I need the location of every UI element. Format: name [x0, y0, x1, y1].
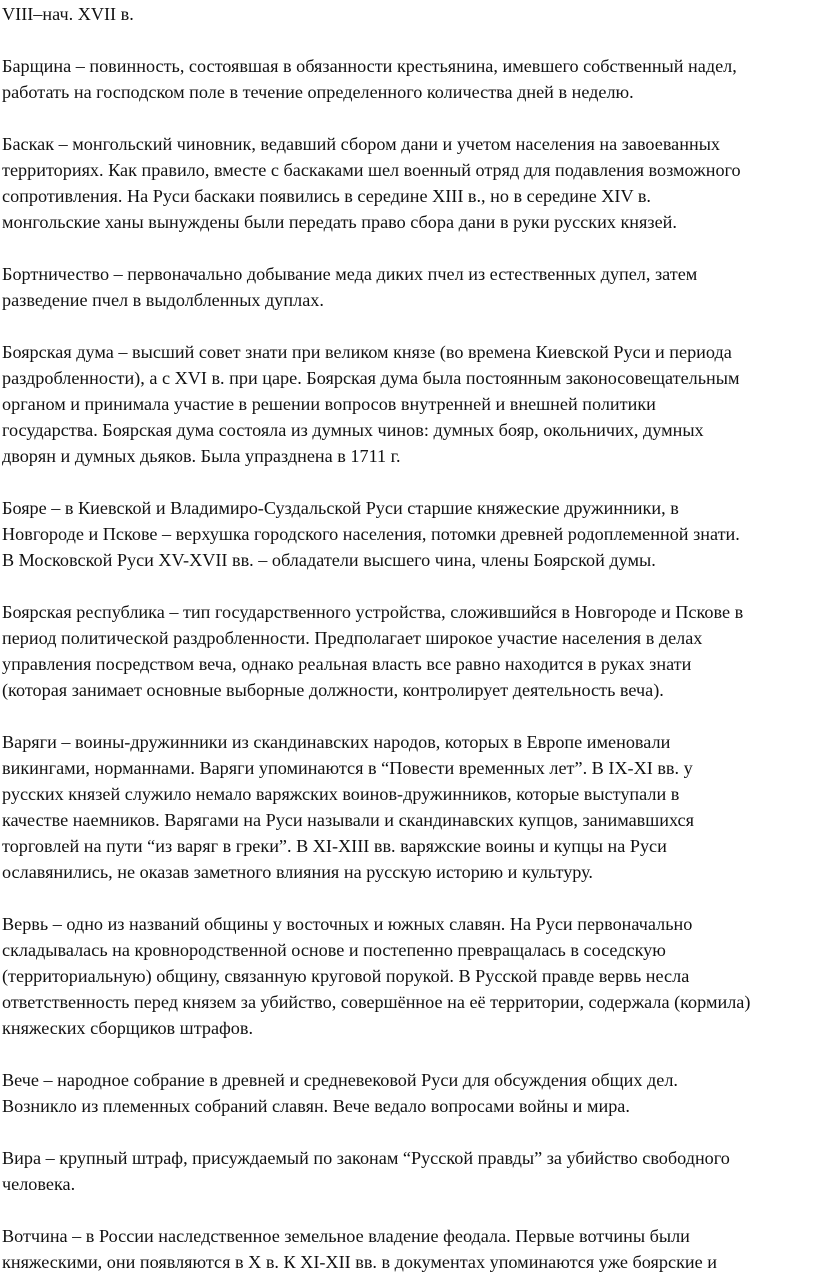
text-line: Вотчина – в России наследственное земельное владение феодала. Первые вотчины были — [2, 1226, 690, 1246]
text-line: Боярская дума – высший совет знати при великом князе (во времена Киевской Руси и периода — [2, 342, 732, 362]
entry-barshchina — [2, 53, 816, 105]
text-line: Варяги – воины-дружинники из скандинавских народов, которых в Европе именовали — [2, 732, 671, 752]
text-line: разведение пчел в выдолбленных дуплах. — [2, 290, 324, 310]
entry-bortnichestvo — [2, 261, 816, 313]
entry-verv — [2, 911, 816, 1041]
text-line: ответственность перед князем за убийство, совершённое на её территории, содержала (кормила) — [2, 992, 751, 1012]
entry-veche — [2, 1067, 816, 1119]
text-line: сопротивления. На Руси баскаки появились в середине XIII в., но в середине XIV в. — [2, 186, 651, 206]
text-line: княжеских сборщиков штрафов. — [2, 1018, 254, 1038]
text-line: (которая занимает основные выборные должности, контролирует деятельность веча). — [2, 680, 664, 700]
header-line: VIII–нач. XVII в. — [2, 4, 134, 24]
text-line: дворян и думных дьяков. Была упразднена в 1711 г. — [2, 446, 401, 466]
entry-votchina — [2, 1223, 816, 1275]
text-line: раздробленности), а с XVI в. при царе. Боярская дума была постоянным законосовещательным — [2, 368, 740, 388]
text-line: государства. Боярская дума состояла из думных чинов: думных бояр, окольничих, думных — [2, 420, 704, 440]
text-line: человека. — [2, 1174, 76, 1194]
text-line: Боярская республика – тип государственного устройства, сложившийся в Новгороде и Пскове в — [2, 602, 744, 622]
text-line: викингами, норманнами. Варяги упоминаются в “Повести временных лет”. В IX-XI вв. у — [2, 758, 693, 778]
text-line: В Московской Руси XV-XVII вв. – обладатели высшего чина, члены Боярской думы. — [2, 550, 656, 570]
text-line: работать на господском поле в течение определенного количества дней в неделю. — [2, 82, 634, 102]
entry-vira — [2, 1145, 816, 1197]
text-line: органом и принимала участие в решении вопросов внутренней и внешней политики — [2, 394, 656, 414]
text-line: княжескими, они появляются в X в. К XI-XII вв. в документах упоминаются уже боярские и — [2, 1252, 717, 1272]
text-line: Вече – народное собрание в древней и средневековой Руси для обсуждения общих дел. — [2, 1070, 678, 1090]
text-line: Вира – крупный штраф, присуждаемый по законам “Русской правды” за убийство свободного — [2, 1148, 730, 1168]
text-line: торговлей на пути “из варяг в греки”. В XI-XIII вв. варяжские воины и купцы на Руси — [2, 836, 667, 856]
entry-varyagi — [2, 729, 816, 885]
entry-boyarskaya-duma — [2, 339, 816, 469]
text-line: Новгороде и Пскове – верхушка городского населения, потомки древней родоплеменной знати. — [2, 524, 740, 544]
text-line: Вервь – одно из названий общины у восточных и южных славян. На Руси первоначально — [2, 914, 693, 934]
text-line: Возникло из племенных собраний славян. Вече ведало вопросами войны и мира. — [2, 1096, 630, 1116]
entry-boyare — [2, 495, 816, 573]
text-line: ославянились, не оказав заметного влияния на русскую историю и культуру. — [2, 862, 593, 882]
text-line: качестве наемников. Варягами на Руси называли и скандинавских купцов, занимавшихся — [2, 810, 694, 830]
text-line: Баскак – монгольский чиновник, ведавший сбором дани и учетом населения на завоеванных — [2, 134, 721, 154]
text-line: русских князей служило немало варяжских воинов-дружинников, которые выступали в — [2, 784, 680, 804]
text-line: Барщина – повинность, состоявшая в обязанности крестьянина, имевшего собственный надел, — [2, 56, 737, 76]
text-line: период политической раздробленности. Предполагает широкое участие населения в делах — [2, 628, 703, 648]
text-line: складывалась на кровнородственной основе и постепенно превращалась в соседскую — [2, 940, 666, 960]
text-line: Бортничество – первоначально добывание меда диких пчел из естественных дупел, затем — [2, 264, 698, 284]
text-line: (территориальную) общину, связанную круговой порукой. В Русской правде вервь несла — [2, 966, 690, 986]
text-line: управления посредством веча, однако реальная власть все равно находится в руках знати — [2, 654, 692, 674]
entry-boyarskaya-respublika — [2, 599, 816, 703]
entry-baskak — [2, 131, 816, 235]
text-line: Бояре – в Киевской и Владимиро-Суздальской Руси старшие княжеские дружинники, в — [2, 498, 679, 518]
text-line: территориях. Как правило, вместе с баскаками шел военный отряд для подавления возможного — [2, 160, 741, 180]
text-line: монгольские ханы вынуждены были передать право сбора дани в руки русских князей. — [2, 212, 677, 232]
